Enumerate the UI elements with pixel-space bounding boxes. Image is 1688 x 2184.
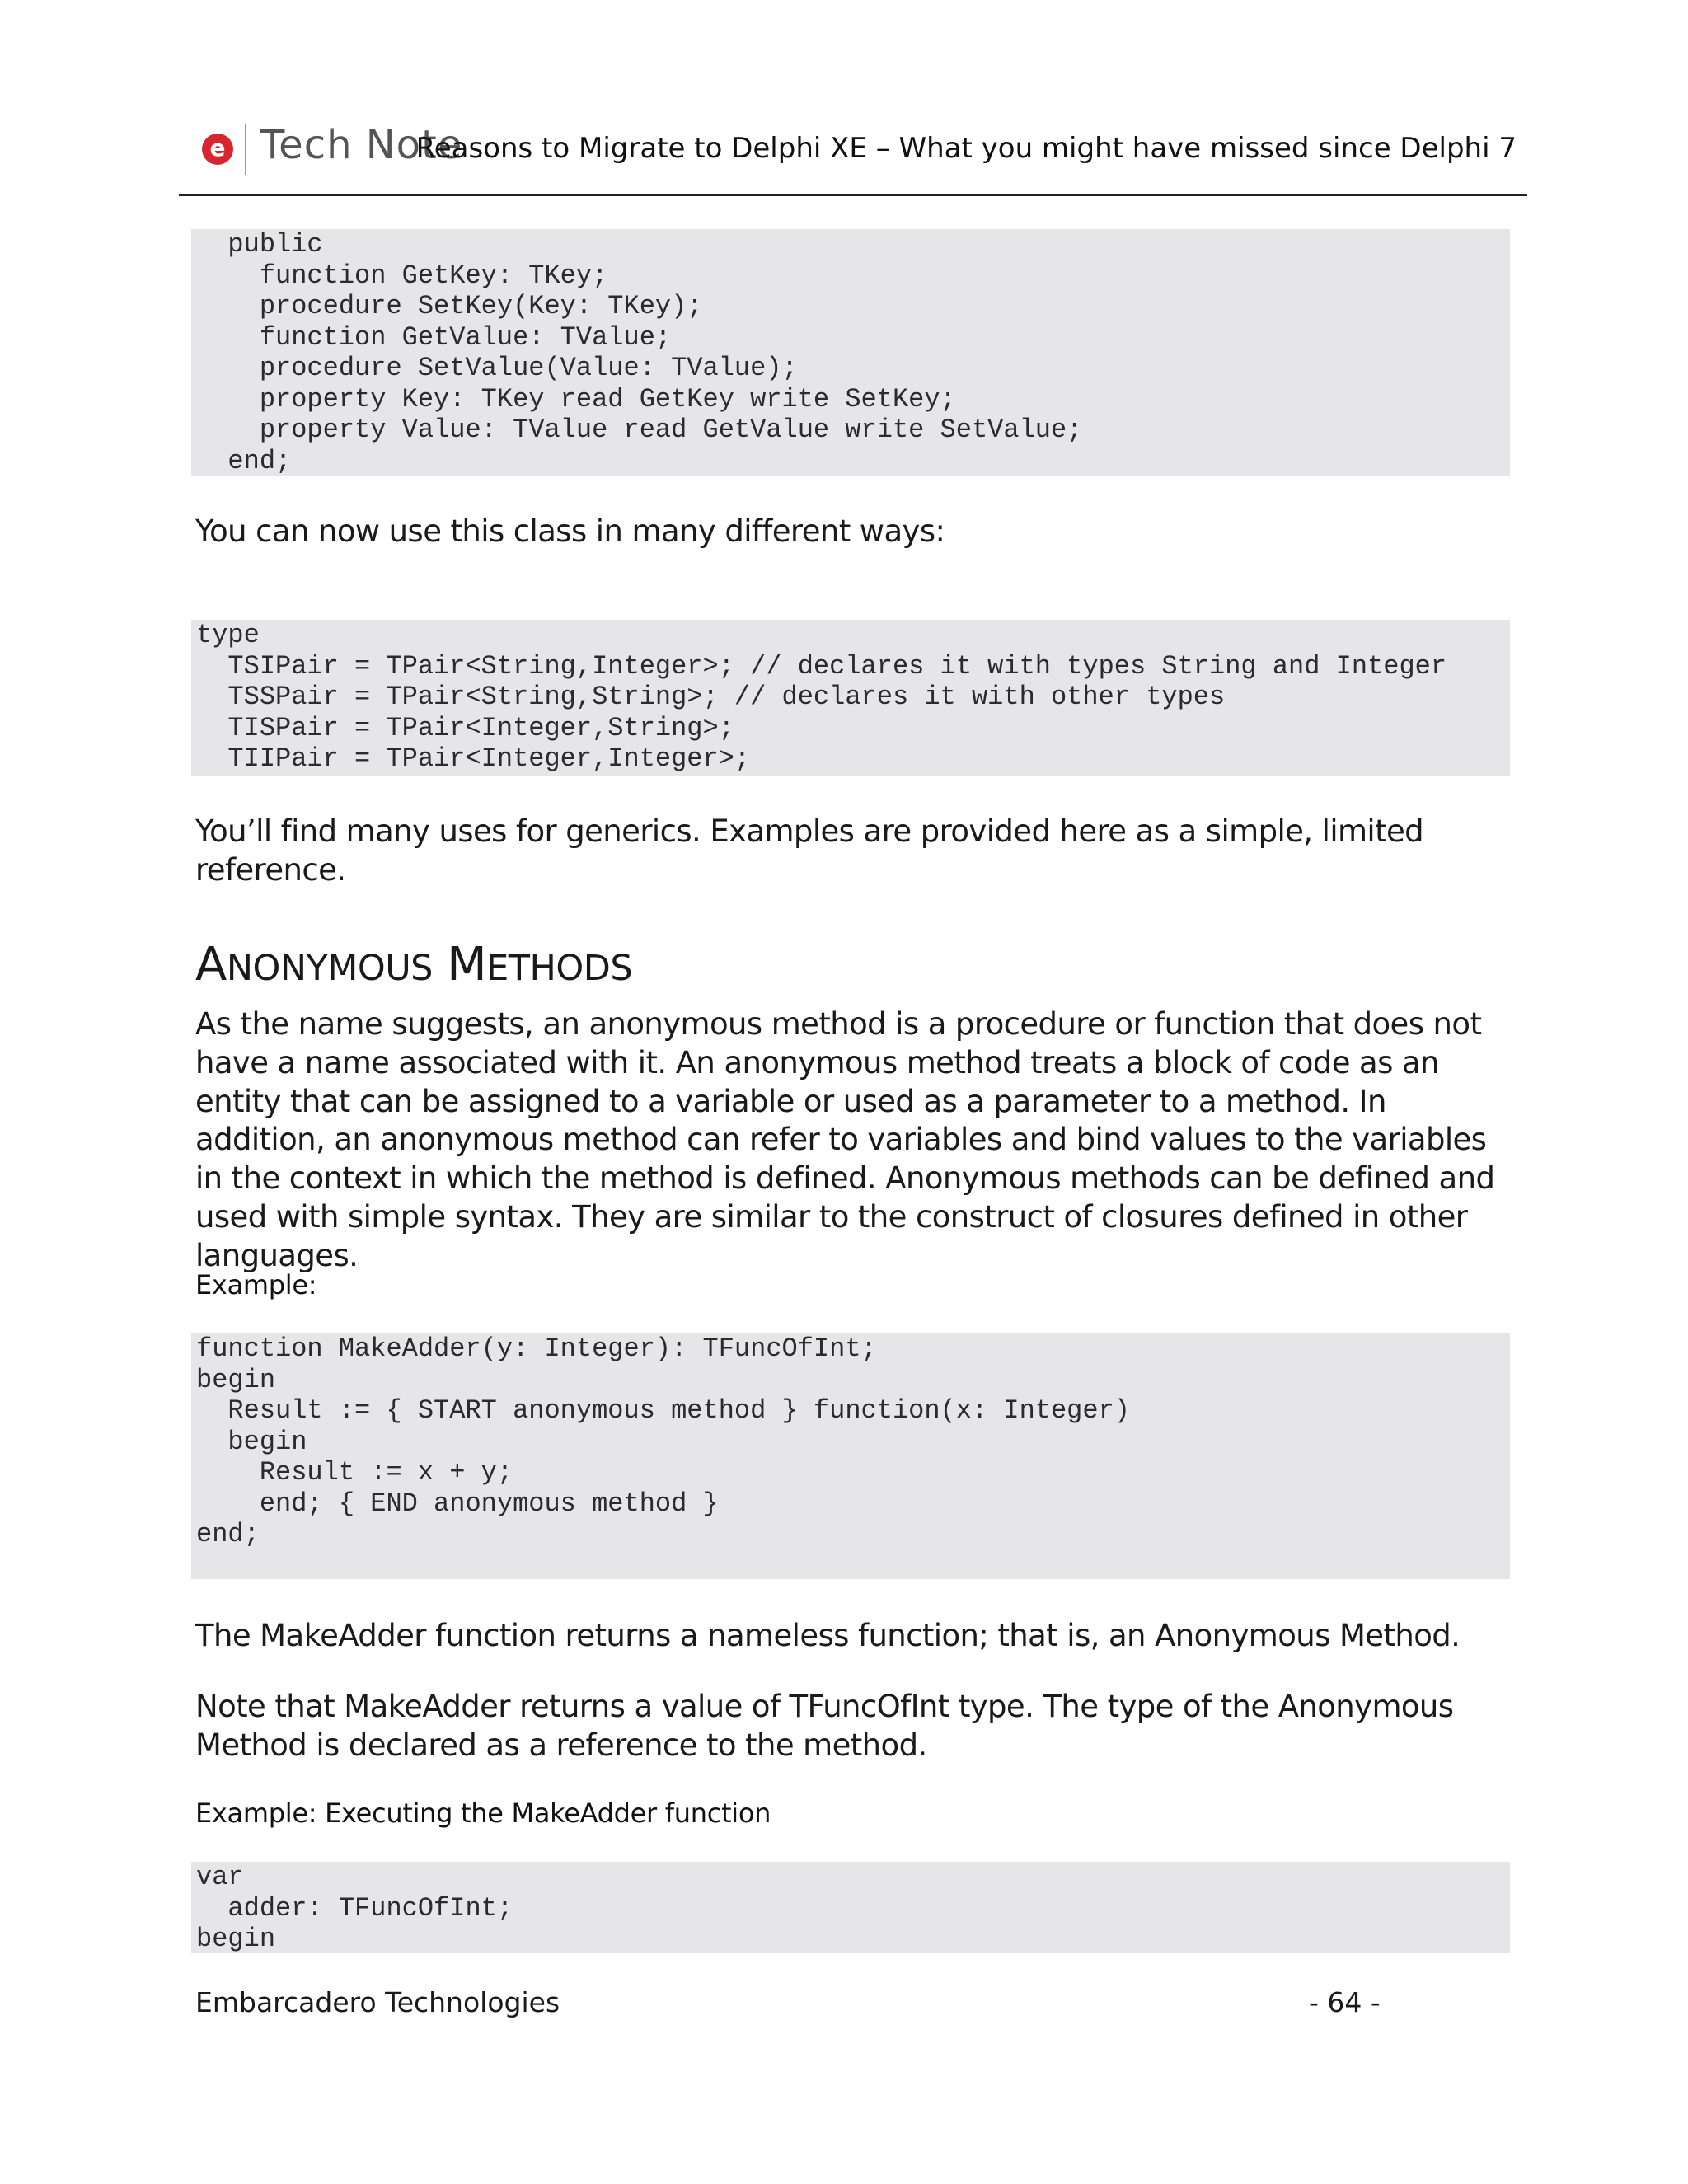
code-line: function MakeAdder(y: Integer): TFuncOfInt; [196,1333,877,1364]
code-line: Result := { START anonymous method } function(x: Integer) [196,1395,1130,1426]
code-line: TIIPair = TPair<Integer,Integer>; [196,743,751,774]
heading-small-caps: NONYMOUS [226,948,433,989]
tech-note-label: Tech Note [260,122,463,168]
code-line: procedure SetKey(Key: TKey); [196,291,703,321]
code-line: function GetValue: TValue; [196,321,672,353]
code-line: begin [196,1364,276,1395]
code-block-var-adder [191,1862,1510,1953]
code-line: TSIPair = TPair<String,Integer>; // declares it with types String and Integer [196,650,1447,682]
code-line: begin [196,1924,276,1953]
heading-initial: A [195,938,227,991]
caption-example-executing: Example: Executing the MakeAdder function [195,1797,771,1829]
paragraph-class-usage: You can now use this class in many different ways: [195,513,945,549]
paragraph-anonymous-methods-intro: As the name suggests, an anonymous method is a procedure or function that does not have a name associated with it. An anonymous method treats a block of code as an entity that can be assigned to a variable or used as a parameter to a method. In addition, an anonymous method can refer to variables and bind values to the variables in the context in which the method is defined. Anonymous methods can be defined and used with simple syntax. They are similar to the construct of closures defined in other languages. [195,1006,1495,1273]
code-line: var [196,1862,244,1892]
paragraph-generics-uses: You’ll find many uses for generics. Examples are provided here as a simple, limited reference. [195,813,1424,888]
caption-example: Example: [195,1269,317,1301]
code-line: end; [196,445,292,476]
code-line: public [196,229,323,260]
code-line: TSSPair = TPair<String,String>; // declares it with other types [196,682,1226,712]
code-block-type-declarations [191,620,1510,776]
code-line: Result := x + y; [196,1457,513,1488]
page-header [0,0,1688,206]
code-line: function GetKey: TKey; [196,260,608,291]
code-block-class-members [191,229,1510,476]
code-line: procedure SetValue(Value: TValue); [196,353,798,383]
heading-small-caps: ETHODS [486,948,633,989]
code-line: end; [196,1519,260,1549]
footer-company: Embarcadero Technologies [195,1986,560,2018]
code-line: end; { END anonymous method } [196,1488,719,1519]
code-line: property Value: TValue read GetValue write SetValue; [196,415,1083,445]
paragraph-tfuncofint-note: Note that MakeAdder returns a value of TFuncOfInt type. The type of the Anonymous Method is declared as a reference to the method. [195,1689,1454,1763]
code-line: property Key: TKey read GetKey write SetKey; [196,383,956,415]
logo-separator [245,124,246,175]
embarcadero-logo-icon: e [202,134,233,165]
code-line: TISPair = TPair<Integer,String>; [196,712,734,743]
code-line: begin [196,1426,307,1457]
footer-page-number: - 64 - [1309,1986,1381,2018]
section-heading-anonymous-methods [195,938,632,991]
document-title: Reasons to Migrate to Delphi XE – What you might have missed since Delphi 7 [415,132,1517,165]
code-line: adder: TFuncOfInt; [196,1892,513,1924]
heading-initial: M [447,938,487,991]
paragraph-make-adder-returns: The MakeAdder function returns a nameless function; that is, an Anonymous Method. [195,1618,1461,1653]
header-divider [179,194,1527,196]
code-block-make-adder [191,1333,1510,1579]
code-line: type [196,620,260,650]
